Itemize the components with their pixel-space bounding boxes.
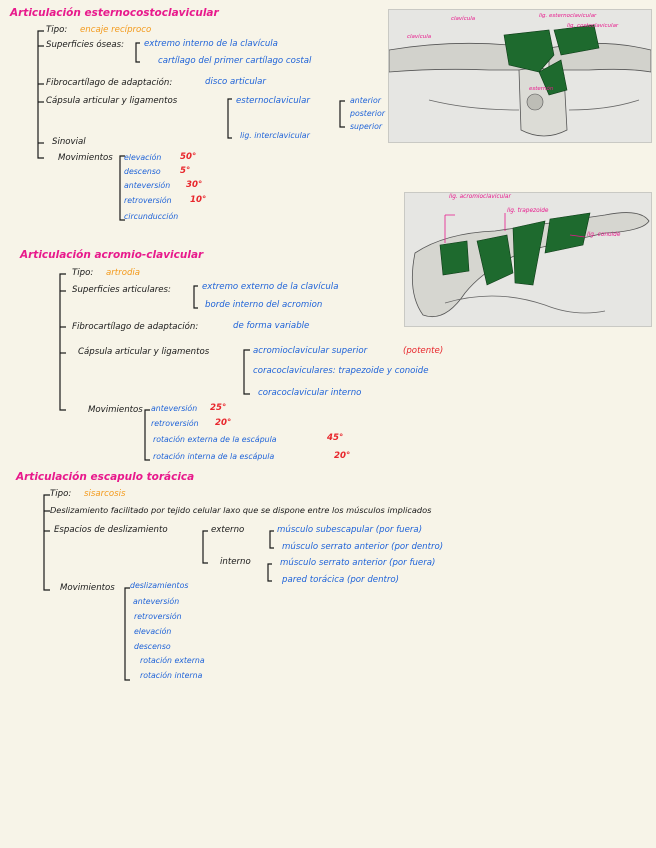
s2-lig-1: acromioclavicular superior — [253, 346, 368, 356]
s1-mov-3-value: 30° — [186, 180, 203, 190]
s3-mov-4: elevación — [134, 627, 172, 636]
s3-externo-item-2: músculo serrato anterior (por dentro) — [282, 542, 444, 552]
s1-lig-superior: superior — [350, 122, 383, 131]
s3-externo-item-1: músculo subescapular (por fuera) — [277, 525, 423, 535]
s1-superficie-1: extremo interno de la clavícula — [144, 39, 278, 49]
s2-tipo-label: Tipo: — [72, 268, 94, 278]
s2-mov-1-value: 25° — [210, 403, 227, 413]
s1-lig-inter: lig. interclavicular — [240, 131, 310, 140]
s1-mov-4-value: 10° — [190, 195, 207, 205]
fig1-label-top-c: lig. costoclavicular — [567, 23, 619, 29]
s3-mov-1: deslizamientos — [130, 581, 189, 590]
s1-lig-posterior: posterior — [350, 109, 385, 118]
fig2-label-b: lig. trapezoide — [507, 208, 549, 214]
s1-sinovial: Sinovial — [52, 137, 86, 147]
s2-tipo-value: artrodia — [106, 268, 141, 278]
s2-superficies-label: Superficies articulares: — [72, 285, 171, 295]
s2-mov-4-value: 20° — [334, 451, 351, 461]
section2-title: Articulación acromio-clavicular — [20, 249, 204, 261]
figure-sternoclavicular — [388, 9, 652, 143]
s3-espacios-label: Espacios de deslizamiento — [54, 525, 168, 535]
s3-movimientos-label: Movimientos — [60, 583, 115, 593]
s1-mov-4: retroversión — [124, 196, 172, 205]
s2-mov-3-value: 45° — [327, 433, 344, 443]
s3-mov-7: rotación interna — [140, 671, 203, 680]
s3-interno-label: interno — [220, 557, 251, 567]
s1-superficie-2: cartílago del primer cartílago costal — [158, 56, 312, 66]
s1-mov-5: circunducción — [124, 212, 179, 221]
s2-fibro-value: de forma variable — [233, 321, 310, 331]
section3-title: Articulación escapulo torácica — [16, 471, 195, 483]
s3-tipo-label: Tipo: — [50, 489, 72, 499]
s2-fibro-label: Fibrocartílago de adaptación: — [72, 322, 199, 332]
s3-mov-5: descenso — [134, 642, 171, 651]
fig2-label-c: lig. conoide — [587, 232, 621, 238]
s2-mov-4: rotación interna de la escápula — [153, 452, 275, 461]
sternoclavicular-illustration — [389, 10, 651, 142]
figure-acromioclavicular — [404, 192, 652, 327]
s1-lig-anterior: anterior — [350, 96, 381, 105]
s1-lig-esterno: esternoclavicular — [236, 96, 310, 106]
s3-externo-label: externo — [211, 525, 245, 535]
s3-interno-item-2: pared torácica (por dentro) — [282, 575, 400, 585]
s2-mov-2-value: 20° — [215, 418, 232, 428]
s1-mov-1-value: 50° — [180, 152, 197, 162]
s1-fibro-value: disco articular — [205, 77, 266, 87]
s2-mov-3: rotación externa de la escápula — [153, 435, 277, 444]
s3-interno-item-1: músculo serrato anterior (por fuera) — [280, 558, 436, 568]
s1-tipo-value: encaje recíproco — [80, 25, 152, 35]
s1-movimientos-label: Movimientos — [58, 153, 113, 163]
fig1-label-top-b: lig. esternoclavicular — [539, 13, 597, 19]
s2-mov-2: retroversión — [151, 419, 199, 428]
s2-mov-1: anteversión — [151, 404, 198, 413]
s1-mov-2-value: 5° — [180, 166, 191, 176]
s2-lig-1-note: (potente) — [403, 346, 444, 356]
s2-lig-3: coracoclavicular interno — [258, 388, 362, 398]
fig2-label-a: lig. acromioclavicular — [449, 194, 511, 200]
s2-movimientos-label: Movimientos — [88, 405, 143, 415]
section1-title: Articulación esternocostoclavicular — [10, 7, 219, 19]
s1-tipo-label: Tipo: — [46, 25, 68, 35]
s2-lig-2: coracoclaviculares: trapezoide y conoide — [253, 366, 429, 376]
s1-capsula-label: Cápsula articular y ligamentos — [46, 96, 178, 106]
s3-mov-6: rotación externa — [140, 656, 205, 665]
s1-mov-2: descenso — [124, 167, 161, 176]
s3-mov-2: anteversión — [133, 597, 180, 606]
s3-deslizamiento: Deslizamiento facilitado por tejido celular laxo que se dispone entre los músculos implicados — [50, 505, 432, 515]
fig1-label-bottom: esternón — [529, 86, 554, 92]
s1-mov-3: anteversión — [124, 181, 171, 190]
fig1-label-left: clavícula — [407, 34, 432, 40]
s3-tipo-value: sisarcosis — [84, 489, 126, 499]
s2-superficie-1: extremo externo de la clavícula — [202, 282, 339, 292]
s1-superficies-label: Superficies óseas: — [46, 40, 124, 50]
s1-mov-1: elevación — [124, 153, 162, 162]
s2-capsula-label: Cápsula articular y ligamentos — [78, 347, 210, 357]
s3-mov-3: retroversión — [134, 612, 182, 621]
s2-superficie-2: borde interno del acromion — [205, 300, 323, 310]
fig1-label-top-a: clavícula — [451, 16, 476, 22]
s1-fibro-label: Fibrocartílago de adaptación: — [46, 78, 173, 88]
